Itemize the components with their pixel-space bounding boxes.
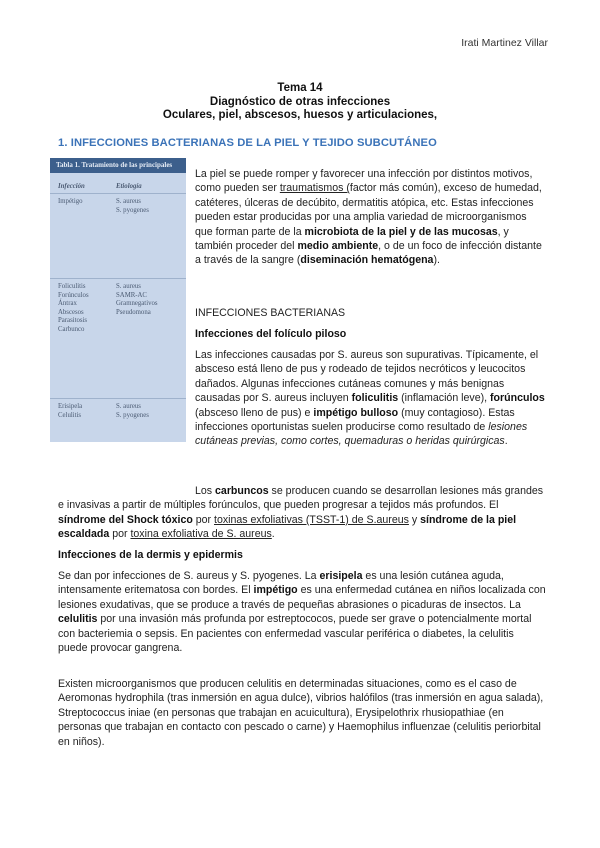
author-name: Irati Martinez Villar <box>461 37 548 49</box>
table-cell-infection: Erisipela Celulitis <box>58 403 83 419</box>
table-divider <box>50 278 186 279</box>
dermis-heading: Infecciones de la dermis y epidermis <box>58 549 243 561</box>
section-heading: 1. INFECCIONES BACTERIANAS DE LA PIEL Y TEJIDO SUBCUTÁNEO <box>58 137 437 149</box>
table-cell-etiology: S. aureus S. pyogenes <box>116 403 149 419</box>
carbuncle-paragraph: Los carbuncos se producen cuando se desarrollan lesiones más grandes e invasivas a partir de múltiples forúnculos, que pueden progresar a tejidos más profundos. El síndrome del Shock tóxico por toxinas exfoliativas (TSST-1) de S.aureus y síndrome de la piel escaldada por toxina exfoliativa de S. aureus. <box>58 485 544 541</box>
title-sub: Oculares, piel, abscesos, huesos y articulaciones, <box>162 109 438 121</box>
document-title-block <box>50 82 550 123</box>
table-divider <box>50 193 186 194</box>
table-cell-infection: Foliculitis Forúnculos Ántrax Abscesos Parasitosis Carbunco <box>58 283 89 333</box>
title-main: Diagnóstico de otras infecciones <box>209 95 391 108</box>
table-cell-etiology: S. aureus S. pyogenes <box>116 198 149 214</box>
follicle-heading: Infecciones del folículo piloso <box>195 328 347 340</box>
title-topic: Tema 14 <box>277 82 323 94</box>
dermis-paragraph: Se dan por infecciones de S. aureus y S. pyogenes. La erisipela es una lesión cutánea aguda, intensamente eritematosa con bordes. El impétigo es una enfermedad cutánea en niños localizada con lesiones exudativas, que se produce a través de pequeñas abrasiones o picaduras de insectos. La celulitis por una invasión más profunda por estreptococos, puede ser grave o potencialmente mortal con bacteriemia o sepsis. En pacientes con enfermedad vascular periférica o diabetes, la celulitis puede provocar gangrena. <box>58 570 546 655</box>
table-cell-etiology: S. aureus SAMR-AC Gramnegativos Pseudomona <box>116 283 158 316</box>
follicle-paragraph: Las infecciones causadas por S. aureus son supurativas. Típicamente, el absceso está lleno de pus y rodeado de tejidos necróticos y leucocitos dañados. Algunas infecciones cutáneas comunes y más benignas causadas por S. aureus incluyen foliculitis (inflamación leve), forúnculos (absceso lleno de pus) e impétigo bulloso (muy contagioso). Estas infecciones oportunistas suelen producirse como resultado de lesiones cutáneas previas, como cortes, quemaduras o heridas quirúrgicas. <box>195 349 545 448</box>
treatment-table-image <box>50 158 186 442</box>
other-microorganisms-paragraph: Existen microorganismos que producen celulitis en determinadas situaciones, como es el caso de Aeromonas hydrophila (tras inmersión en agua dulce), vibrios halófilos (tras inmersión en agua salada), Streptococcus iniae (en personas que trabajan en acuicultura), Erysipelothrix rhusiopathiae (en personas que trabajan en contacto con pescado o carne) y Haemophilus influenzae (celulitis periorbital en niños). <box>58 678 544 748</box>
table-col-etiology-header: Etiología <box>116 183 142 190</box>
intro-paragraph: La piel se puede romper y favorecer una infección por distintos motivos, como pueden ser traumatismos (factor más común), exceso de humedad, catéteres, úlceras de decúbito, dermatitis atópica, etc. Estas infecciones pueden estar producidas por una amplia variedad de microorganismos que forman parte de la microbiota de la piel y de las mucosas, y también proceder del medio ambiente, o de un foco de infección distante a través de la sangre (diseminación hematógena). <box>195 168 542 267</box>
table-divider <box>50 398 186 399</box>
table-title: Tabla 1. Tratamiento de las principales <box>50 158 186 173</box>
table-cell-infection: Impétigo <box>58 198 83 205</box>
bacterial-infections-heading: INFECCIONES BACTERIANAS <box>195 307 346 319</box>
table-col-infection-header: Infección <box>58 183 85 190</box>
